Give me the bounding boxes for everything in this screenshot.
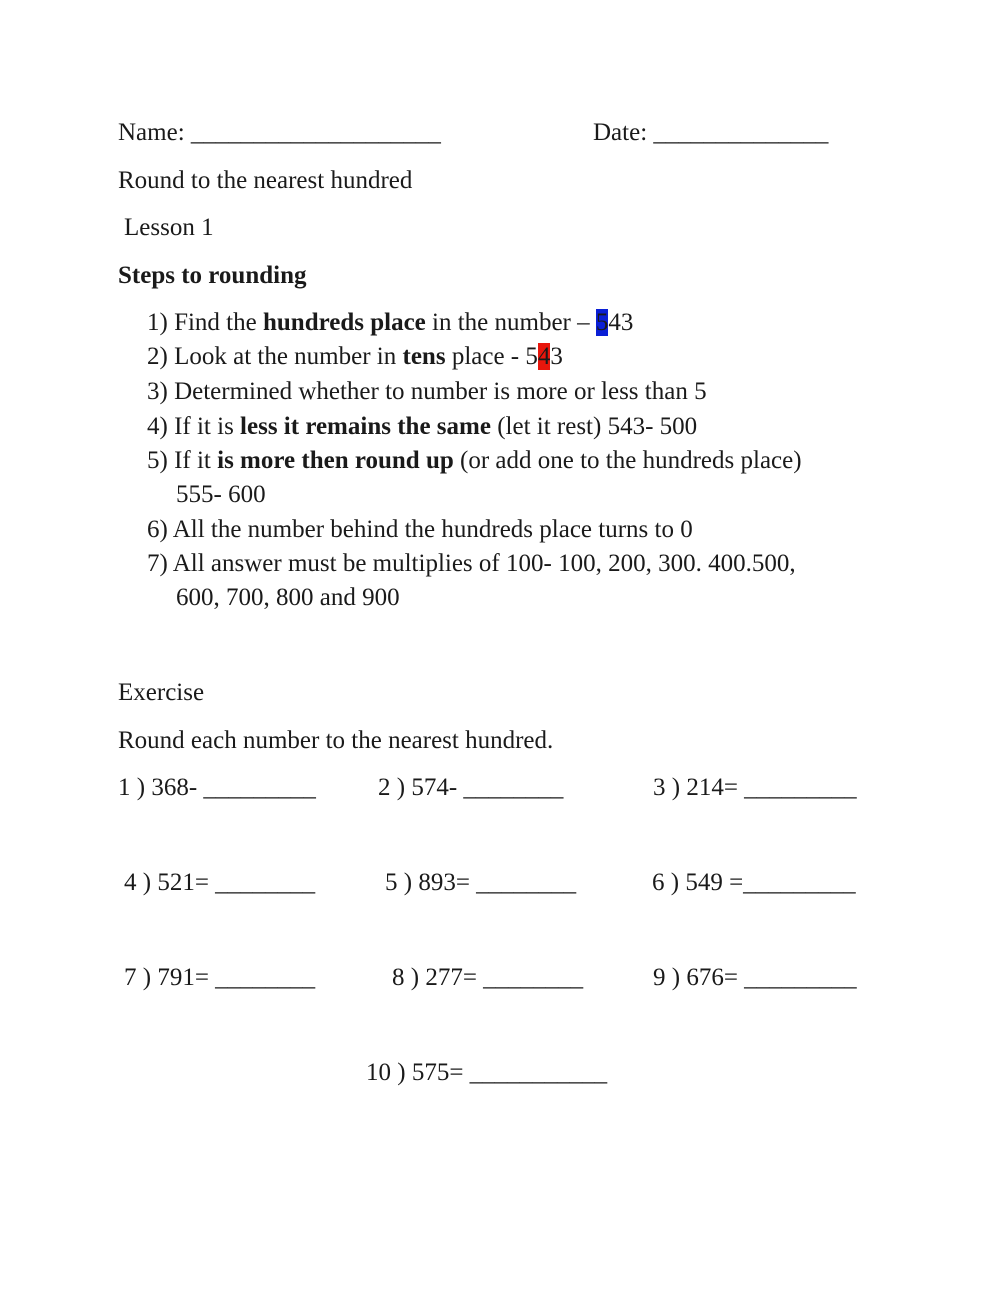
exercise-item: 10 ) 575= ___________	[366, 1059, 608, 1086]
steps-heading: Steps to rounding	[118, 262, 307, 289]
page-title: Round to the nearest hundred	[118, 167, 413, 194]
exercise-item: 9 ) 676= _________	[653, 964, 857, 991]
step-6: 6) All the number behind the hundreds place turns to 0	[147, 516, 693, 543]
exercise-item: 8 ) 277= ________	[392, 964, 584, 991]
lesson-label: Lesson 1	[124, 214, 214, 241]
exercise-item: 7 ) 791= ________	[124, 964, 316, 991]
step-5: 5) If it is more then round up (or add one to the hundreds place)	[147, 447, 802, 474]
exercise-instruction: Round each number to the nearest hundred.	[118, 727, 554, 754]
step-5-example: 555- 600	[176, 481, 266, 508]
step-3: 3) Determined whether to number is more or less than 5	[147, 378, 707, 405]
exercise-item: 1 ) 368- _________	[118, 774, 316, 801]
exercise-item: 4 ) 521= ________	[124, 869, 316, 896]
highlight-tens-digit: 4	[537, 343, 551, 370]
step-7: 7) All answer must be multiplies of 100- 100, 200, 300. 400.500,	[147, 550, 796, 577]
step-1: 1) Find the hundreds place in the number – 543	[147, 309, 634, 336]
name-field: Name: ____________________	[118, 119, 441, 146]
step-2: 2) Look at the number in tens place - 543	[147, 343, 563, 370]
exercise-item: 3 ) 214= _________	[653, 774, 857, 801]
date-field: Date: ______________	[593, 119, 829, 146]
step-4: 4) If it is less it remains the same (let it rest) 543- 500	[147, 413, 698, 440]
exercise-item: 5 ) 893= ________	[385, 869, 577, 896]
exercise-heading: Exercise	[118, 679, 205, 706]
step-7-continued: 600, 700, 800 and 900	[176, 584, 400, 611]
highlight-hundreds-digit: 5	[595, 309, 609, 336]
exercise-item: 6 ) 549 =_________	[652, 869, 856, 896]
exercise-item: 2 ) 574- ________	[378, 774, 564, 801]
